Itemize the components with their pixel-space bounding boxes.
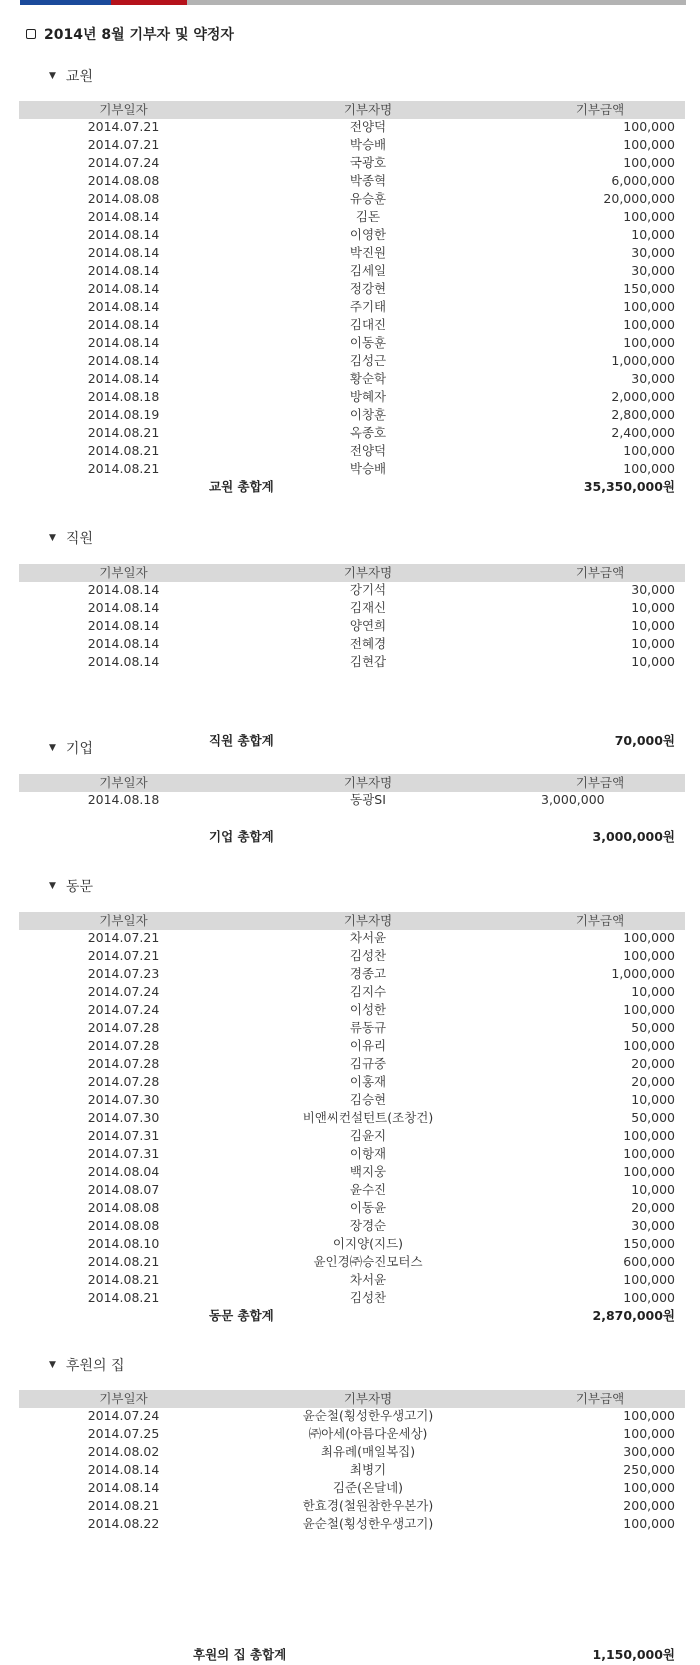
table-row <box>19 136 685 154</box>
column-header-amount: 기부금액 <box>575 1391 625 1406</box>
donation-amount: 20,000 <box>631 1074 675 1089</box>
donor-name: 이영한 <box>349 227 387 242</box>
donation-date: 2014.07.28 <box>87 1038 160 1053</box>
table-row <box>19 1253 685 1271</box>
table-row <box>19 1515 685 1533</box>
donation-amount: 100,000 <box>623 137 675 152</box>
donation-date: 2014.07.24 <box>87 1408 160 1423</box>
donor-name: 김윤지 <box>349 1128 387 1143</box>
donation-amount: 2,000,000 <box>611 389 675 404</box>
donation-amount: 30,000 <box>631 263 675 278</box>
table-row <box>19 1461 685 1479</box>
table-row <box>19 1479 685 1497</box>
column-header-name: 기부자명 <box>343 565 393 580</box>
column-header-date: 기부일자 <box>99 1391 148 1406</box>
donation-date: 2014.08.21 <box>87 1498 160 1513</box>
top-bar-blue-segment <box>20 0 111 5</box>
column-header-date: 기부일자 <box>99 913 148 928</box>
donation-date: 2014.07.24 <box>87 984 160 999</box>
section-heading <box>49 876 93 896</box>
donor-name: 백지웅 <box>349 1164 387 1179</box>
table-row <box>19 1497 685 1515</box>
donor-name: 황순학 <box>349 371 387 386</box>
table-row <box>19 1407 685 1425</box>
section-total-value: 70,000원 <box>614 733 675 748</box>
section-total <box>19 1645 685 1665</box>
donor-table <box>19 929 685 1307</box>
section-total <box>19 731 685 751</box>
donation-amount: 100,000 <box>623 1426 675 1441</box>
donor-name: 유승훈 <box>349 191 387 206</box>
donation-amount: 300,000 <box>623 1444 675 1459</box>
column-header-amount: 기부금액 <box>575 775 625 790</box>
table-row <box>19 208 685 226</box>
donation-amount: 1,000,000 <box>611 966 675 981</box>
table-row <box>19 1271 685 1289</box>
donor-name: 차서윤 <box>349 930 387 945</box>
donation-date: 2014.08.08 <box>87 1218 160 1233</box>
column-header-row <box>19 101 685 119</box>
donation-amount: 10,000 <box>631 227 675 242</box>
column-header-row <box>19 564 685 582</box>
donation-amount: 20,000 <box>631 1056 675 1071</box>
donation-date: 2014.07.30 <box>87 1110 160 1125</box>
donation-amount: 20,000,000 <box>603 191 675 206</box>
table-row <box>19 1109 685 1127</box>
donor-name: 최유례(매일복집) <box>320 1444 416 1459</box>
table-row <box>19 352 685 370</box>
donation-amount: 10,000 <box>631 636 675 651</box>
donation-date: 2014.08.21 <box>87 1290 160 1305</box>
page-title <box>26 24 234 44</box>
table-row <box>19 1127 685 1145</box>
donor-name: 류동규 <box>349 1020 387 1035</box>
donor-table <box>19 791 685 809</box>
donation-amount: 2,800,000 <box>611 407 675 422</box>
column-header-row <box>19 912 685 930</box>
donation-date: 2014.08.10 <box>87 1236 160 1251</box>
donation-date: 2014.07.25 <box>87 1426 160 1441</box>
donor-name: ㈜아세(아름다운세상) <box>308 1426 428 1441</box>
table-row <box>19 406 685 424</box>
donation-amount: 50,000 <box>631 1110 675 1125</box>
donation-amount: 30,000 <box>631 1218 675 1233</box>
donation-date: 2014.08.02 <box>87 1444 160 1459</box>
top-bar-gray-segment <box>187 0 686 5</box>
donor-name: 윤수진 <box>349 1182 387 1197</box>
donation-amount: 30,000 <box>631 245 675 260</box>
table-row <box>19 1289 685 1307</box>
table-row <box>19 965 685 983</box>
section-heading <box>49 1355 124 1375</box>
column-header-row <box>19 774 685 792</box>
donor-name: 이홍재 <box>349 1074 387 1089</box>
table-row <box>19 118 685 136</box>
donor-name: 박승배 <box>349 461 387 476</box>
donation-date: 2014.08.14 <box>87 245 160 260</box>
donation-amount: 250,000 <box>623 1462 675 1477</box>
donor-name: 김규중 <box>349 1056 387 1071</box>
donation-amount: 100,000 <box>623 1038 675 1053</box>
donation-amount: 100,000 <box>623 461 675 476</box>
donor-name: 김돈 <box>355 209 381 224</box>
donor-name: 이창훈 <box>349 407 387 422</box>
section-total-label: 직원 총합계 <box>209 733 274 748</box>
donor-table <box>19 118 685 478</box>
donor-name: 장경순 <box>349 1218 387 1233</box>
triangle-bullet-icon: ▼ <box>49 743 56 753</box>
table-row <box>19 424 685 442</box>
table-row <box>19 388 685 406</box>
table-row <box>19 1199 685 1217</box>
section-total-label: 교원 총합계 <box>209 479 274 494</box>
donation-amount: 100,000 <box>623 1480 675 1495</box>
donation-amount: 100,000 <box>623 948 675 963</box>
donor-name: 이유리 <box>349 1038 387 1053</box>
square-bullet-icon <box>26 29 36 39</box>
section-total-label: 후원의 집 총합계 <box>193 1647 287 1662</box>
donation-date: 2014.08.14 <box>87 1480 160 1495</box>
donation-amount: 30,000 <box>631 371 675 386</box>
table-row <box>19 172 685 190</box>
donation-amount: 100,000 <box>623 1272 675 1287</box>
donation-date: 2014.08.21 <box>87 461 160 476</box>
donation-date: 2014.08.14 <box>87 281 160 296</box>
section-heading-text: 직원 <box>65 531 93 547</box>
donation-amount: 100,000 <box>623 930 675 945</box>
table-row <box>19 190 685 208</box>
section-total <box>19 827 685 847</box>
table-row <box>19 154 685 172</box>
column-header-row <box>19 1390 685 1408</box>
donor-name: 이동윤 <box>349 1200 387 1215</box>
donation-amount: 10,000 <box>631 618 675 633</box>
table-row <box>19 791 685 809</box>
donation-date: 2014.07.21 <box>87 930 160 945</box>
donation-amount: 100,000 <box>623 1290 675 1305</box>
donation-date: 2014.08.19 <box>87 407 160 422</box>
table-row <box>19 1037 685 1055</box>
donor-name: 전혜경 <box>349 636 387 651</box>
table-row <box>19 1163 685 1181</box>
top-color-bar <box>20 0 686 5</box>
donation-date: 2014.08.14 <box>87 1462 160 1477</box>
donation-date: 2014.07.21 <box>87 948 160 963</box>
table-row <box>19 280 685 298</box>
donor-name: 김성근 <box>349 353 387 368</box>
donor-name: 김재신 <box>349 600 387 615</box>
donor-name: 윤순철(횡성한우생고기) <box>302 1516 434 1531</box>
table-row <box>19 1145 685 1163</box>
column-header-amount: 기부금액 <box>575 565 625 580</box>
donation-date: 2014.08.14 <box>87 600 160 615</box>
donation-date: 2014.08.21 <box>87 443 160 458</box>
donation-amount: 100,000 <box>623 209 675 224</box>
table-row <box>19 929 685 947</box>
donation-date: 2014.08.14 <box>87 618 160 633</box>
donation-date: 2014.08.14 <box>87 299 160 314</box>
donation-date: 2014.08.21 <box>87 1254 160 1269</box>
section-total <box>19 1306 685 1326</box>
donor-name: 국광호 <box>349 155 387 170</box>
section-heading-text: 후원의 집 <box>65 1358 125 1374</box>
column-header-amount: 기부금액 <box>575 102 625 117</box>
column-header-name: 기부자명 <box>343 913 393 928</box>
donor-name: 박진원 <box>349 245 387 260</box>
section-total-value: 35,350,000원 <box>583 479 675 494</box>
donation-date: 2014.07.28 <box>87 1074 160 1089</box>
donor-name: 차서윤 <box>349 1272 387 1287</box>
donor-name: 김승현 <box>349 1092 387 1107</box>
donation-date: 2014.08.14 <box>87 654 160 669</box>
donor-name: 박종혁 <box>349 173 387 188</box>
donor-name: 이동훈 <box>349 335 387 350</box>
table-row <box>19 1073 685 1091</box>
donation-amount: 100,000 <box>623 1128 675 1143</box>
triangle-bullet-icon: ▼ <box>49 1360 56 1370</box>
donor-name: 김세일 <box>349 263 387 278</box>
donation-amount: 100,000 <box>623 155 675 170</box>
table-row <box>19 1091 685 1109</box>
donor-name: 양연희 <box>349 618 387 633</box>
column-header-name: 기부자명 <box>343 1391 393 1406</box>
section-total-value: 2,870,000원 <box>592 1308 675 1323</box>
donation-date: 2014.08.14 <box>87 636 160 651</box>
donation-amount: 10,000 <box>631 600 675 615</box>
donor-name: 이지양(지드) <box>332 1236 404 1251</box>
donor-name: 옥종호 <box>349 425 387 440</box>
table-row <box>19 460 685 478</box>
donor-name: 동광SI <box>350 792 386 807</box>
triangle-bullet-icon: ▼ <box>49 533 56 543</box>
donation-amount: 10,000 <box>631 984 675 999</box>
donation-amount: 30,000 <box>631 582 675 597</box>
table-row <box>19 298 685 316</box>
donation-date: 2014.08.14 <box>87 227 160 242</box>
donation-amount: 150,000 <box>623 281 675 296</box>
table-row <box>19 334 685 352</box>
donation-amount: 100,000 <box>623 1002 675 1017</box>
donation-date: 2014.07.21 <box>87 137 160 152</box>
donor-name: 이항재 <box>349 1146 387 1161</box>
section-heading <box>49 528 93 548</box>
table-row <box>19 983 685 1001</box>
donation-amount: 150,000 <box>623 1236 675 1251</box>
top-bar-red-segment <box>111 0 187 5</box>
donation-date: 2014.08.14 <box>87 353 160 368</box>
section-heading <box>49 66 93 86</box>
donation-amount: 2,400,000 <box>611 425 675 440</box>
table-row <box>19 226 685 244</box>
donation-amount: 1,000,000 <box>611 353 675 368</box>
donation-date: 2014.07.21 <box>87 119 160 134</box>
donor-name: 김지수 <box>349 984 387 999</box>
donor-name: 강기석 <box>349 582 387 597</box>
donation-date: 2014.08.07 <box>87 1182 160 1197</box>
donation-amount: 200,000 <box>623 1498 675 1513</box>
donor-name: 윤순철(횡성한우생고기) <box>302 1408 434 1423</box>
table-row <box>19 316 685 334</box>
table-row <box>19 244 685 262</box>
section-heading-text: 동문 <box>65 879 93 895</box>
donor-name: 방혜자 <box>349 389 387 404</box>
column-header-name: 기부자명 <box>343 775 393 790</box>
donation-date: 2014.08.18 <box>87 389 160 404</box>
donation-date: 2014.08.14 <box>87 263 160 278</box>
section-heading-text: 교원 <box>65 69 93 85</box>
donor-name: 김성찬 <box>349 1290 387 1305</box>
donation-date: 2014.08.18 <box>87 792 160 807</box>
table-row <box>19 370 685 388</box>
section-total-label: 기업 총합계 <box>209 829 274 844</box>
donation-amount: 20,000 <box>631 1200 675 1215</box>
column-header-date: 기부일자 <box>99 565 148 580</box>
donor-name: 정강현 <box>349 281 387 296</box>
donation-amount: 100,000 <box>623 1146 675 1161</box>
donation-date: 2014.07.24 <box>87 155 160 170</box>
donation-date: 2014.07.23 <box>87 966 160 981</box>
table-row <box>19 1217 685 1235</box>
table-row <box>19 1019 685 1037</box>
column-header-name: 기부자명 <box>343 102 393 117</box>
donor-name: 한효경(철원참한우본가) <box>302 1498 434 1513</box>
triangle-bullet-icon: ▼ <box>49 881 56 891</box>
table-row <box>19 581 685 599</box>
donation-amount: 100,000 <box>623 1164 675 1179</box>
donation-amount: 3,000,000 <box>541 792 605 807</box>
column-header-amount: 기부금액 <box>575 913 625 928</box>
donor-name: 박승배 <box>349 137 387 152</box>
section-total-value: 3,000,000원 <box>592 829 675 844</box>
donor-name: 김준(온달네) <box>332 1480 404 1495</box>
table-row <box>19 1235 685 1253</box>
section-heading-text: 기업 <box>65 741 93 757</box>
table-row <box>19 653 685 671</box>
donation-date: 2014.07.31 <box>87 1146 160 1161</box>
table-row <box>19 1181 685 1199</box>
donor-name: 최병기 <box>349 1462 387 1477</box>
donation-amount: 10,000 <box>631 1182 675 1197</box>
page-title-text: 2014년 8월 기부자 및 약정자 <box>44 27 234 43</box>
table-row <box>19 442 685 460</box>
donation-date: 2014.08.14 <box>87 317 160 332</box>
donor-name: 이성한 <box>349 1002 387 1017</box>
donation-date: 2014.07.28 <box>87 1056 160 1071</box>
donation-date: 2014.08.08 <box>87 173 160 188</box>
table-row <box>19 617 685 635</box>
column-header-date: 기부일자 <box>99 102 148 117</box>
donor-name: 주기태 <box>349 299 387 314</box>
donation-amount: 100,000 <box>623 1408 675 1423</box>
column-header-date: 기부일자 <box>99 775 148 790</box>
donation-amount: 100,000 <box>623 1516 675 1531</box>
donation-amount: 100,000 <box>623 119 675 134</box>
donation-date: 2014.08.14 <box>87 209 160 224</box>
donor-table <box>19 1407 685 1533</box>
section-total-value: 1,150,000원 <box>592 1647 675 1662</box>
table-row <box>19 947 685 965</box>
donation-amount: 10,000 <box>631 1092 675 1107</box>
table-row <box>19 635 685 653</box>
donation-amount: 50,000 <box>631 1020 675 1035</box>
donation-amount: 600,000 <box>623 1254 675 1269</box>
table-row <box>19 1443 685 1461</box>
donation-date: 2014.08.14 <box>87 335 160 350</box>
table-row <box>19 1055 685 1073</box>
donation-amount: 100,000 <box>623 299 675 314</box>
donor-name: 김대진 <box>349 317 387 332</box>
donor-name: 김성찬 <box>349 948 387 963</box>
donor-name: 윤인경㈜승진모터스 <box>313 1254 423 1269</box>
donor-name: 경종고 <box>349 966 387 981</box>
table-row <box>19 1001 685 1019</box>
donation-amount: 100,000 <box>623 335 675 350</box>
donor-name: 김현갑 <box>349 654 387 669</box>
section-heading <box>49 738 93 758</box>
donation-amount: 6,000,000 <box>611 173 675 188</box>
donor-name: 전양덕 <box>349 443 387 458</box>
donation-date: 2014.08.14 <box>87 582 160 597</box>
donor-table <box>19 581 685 671</box>
donation-date: 2014.08.04 <box>87 1164 160 1179</box>
table-row <box>19 1425 685 1443</box>
donation-date: 2014.07.30 <box>87 1092 160 1107</box>
table-row <box>19 599 685 617</box>
donation-date: 2014.07.24 <box>87 1002 160 1017</box>
donation-date: 2014.08.08 <box>87 1200 160 1215</box>
donation-date: 2014.08.14 <box>87 371 160 386</box>
donor-name: 전양덕 <box>349 119 387 134</box>
donation-date: 2014.08.22 <box>87 1516 160 1531</box>
donor-name: 비앤씨컨설턴트(조창건) <box>302 1110 434 1125</box>
donation-date: 2014.08.21 <box>87 1272 160 1287</box>
section-total <box>19 477 685 497</box>
table-row <box>19 262 685 280</box>
triangle-bullet-icon: ▼ <box>49 71 56 81</box>
donation-date: 2014.07.31 <box>87 1128 160 1143</box>
donation-amount: 100,000 <box>623 317 675 332</box>
donation-date: 2014.08.08 <box>87 191 160 206</box>
donation-amount: 10,000 <box>631 654 675 669</box>
donation-amount: 100,000 <box>623 443 675 458</box>
section-total-label: 동문 총합계 <box>209 1308 274 1323</box>
donation-date: 2014.07.28 <box>87 1020 160 1035</box>
donation-date: 2014.08.21 <box>87 425 160 440</box>
